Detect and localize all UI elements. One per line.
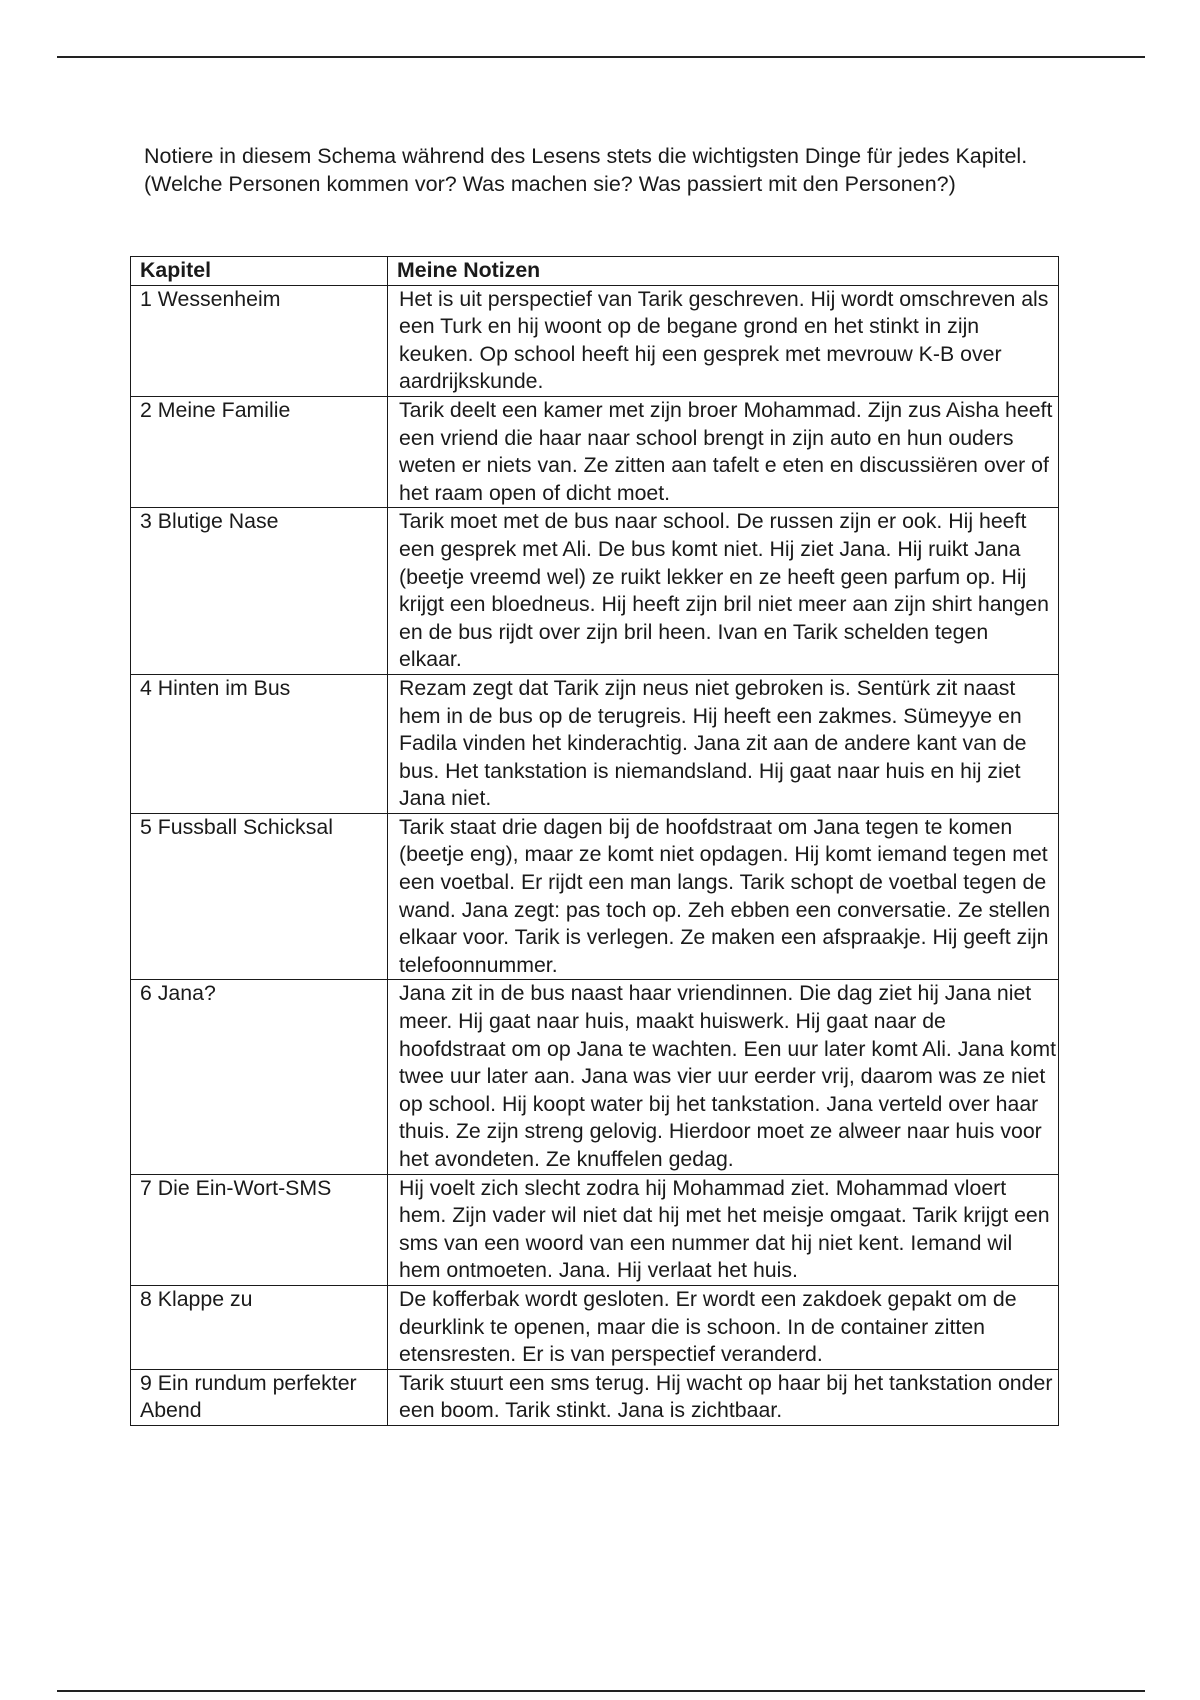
chapter-cell: 9 Ein rundum perfekter Abend (131, 1369, 388, 1425)
table-row (131, 396, 1059, 507)
chapter-cell: 4 Hinten im Bus (131, 674, 388, 813)
chapter-notes-table (130, 256, 1059, 1426)
chapter-cell: 1 Wessenheim (131, 285, 388, 396)
table-row (131, 1285, 1059, 1369)
chapter-cell: 2 Meine Familie (131, 396, 388, 507)
header-meine-notizen: Meine Notizen (388, 257, 1059, 286)
notes-cell: De kofferbak wordt gesloten. Er wordt een zakdoek gepakt om de deurklink te openen, maar die is schoon. In de container zitten etensresten. Er is van perspectief veranderd. (388, 1285, 1059, 1369)
table-row (131, 1174, 1059, 1285)
notes-cell: Tarik stuurt een sms terug. Hij wacht op haar bij het tankstation onder een boom. Tarik stinkt. Jana is zichtbaar. (388, 1369, 1059, 1425)
table-row (131, 1369, 1059, 1425)
chapter-cell: 3 Blutige Nase (131, 508, 388, 675)
notes-cell: Het is uit perspectief van Tarik geschreven. Hij wordt omschreven als een Turk en hij woont op de begane grond en het stinkt in zijn keuken. Op school heeft hij een gesprek met mevrouw K-B over aardrijkskunde. (388, 285, 1059, 396)
table-row (131, 508, 1059, 675)
footer-rule (57, 1690, 1145, 1692)
table-row (131, 285, 1059, 396)
table-header-row (131, 257, 1059, 286)
header-rule (57, 56, 1145, 58)
instructions-paragraph: Notiere in diesem Schema während des Lesens stets die wichtigsten Dinge für jedes Kapitel. (Welche Personen kommen vor? Was machen sie? Was passiert mit den Personen?) (144, 144, 1028, 196)
chapter-cell: 5 Fussball Schicksal (131, 813, 388, 980)
table-row (131, 980, 1059, 1174)
notes-cell: Tarik moet met de bus naar school. De russen zijn er ook. Hij heeft een gesprek met Ali. De bus komt niet. Hij ziet Jana. Hij ruikt Jana (beetje vreemd wel) ze ruikt lekker en ze heeft geen parfum op. Hij krijgt een bloedneus. Hij heeft zijn bril niet meer aan zijn shirt hangen en de bus rijdt over zijn bril heen. Ivan en Tarik schelden tegen elkaar. (388, 508, 1059, 675)
chapter-cell: 7 Die Ein-Wort-SMS (131, 1174, 388, 1285)
header-kapitel: Kapitel (131, 257, 388, 286)
notes-cell: Hij voelt zich slecht zodra hij Mohammad ziet. Mohammad vloert hem. Zijn vader wil niet dat hij met het meisje omgaat. Tarik krijgt een sms van een woord van een nummer dat hij niet kent. Iemand wil hem ontmoeten. Jana. Hij verlaat het huis. (388, 1174, 1059, 1285)
chapter-cell: 8 Klappe zu (131, 1285, 388, 1369)
table-row (131, 813, 1059, 980)
notes-cell: Jana zit in de bus naast haar vriendinnen. Die dag ziet hij Jana niet meer. Hij gaat naar huis, maakt huiswerk. Hij gaat naar de hoofdstraat om op Jana te wachten. Een uur later komt Ali. Jana komt twee uur later aan. Jana was vier uur eerder vrij, daarom was ze niet op school. Hij koopt water bij het tankstation. Jana verteld over haar thuis. Ze zijn streng gelovig. Hierdoor moet ze alweer naar huis voor het avondeten. Ze knuffelen gedag. (388, 980, 1059, 1174)
table-row (131, 674, 1059, 813)
notes-cell: Rezam zegt dat Tarik zijn neus niet gebroken is. Sentürk zit naast hem in de bus op de terugreis. Hij heeft een zakmes. Sümeyye en Fadila vinden het kinderachtig. Jana zit aan de andere kant van de bus. Het tankstation is niemandsland. Hij gaat naar huis en hij ziet Jana niet. (388, 674, 1059, 813)
chapter-cell: 6 Jana? (131, 980, 388, 1174)
notes-cell: Tarik deelt een kamer met zijn broer Mohammad. Zijn zus Aisha heeft een vriend die haar naar school brengt in zijn auto en hun ouders weten er niets van. Ze zitten aan tafelt e eten en discussiëren over of het raam open of dicht moet. (388, 396, 1059, 507)
notes-cell: Tarik staat drie dagen bij de hoofdstraat om Jana tegen te komen (beetje eng), maar ze komt niet opdagen. Hij komt iemand tegen met een voetbal. Er rijdt een man langs. Tarik schopt de voetbal tegen de wand. Jana zegt: pas toch op. Zeh ebben een conversatie. Ze stellen elkaar voor. Tarik is verlegen. Ze maken een afspraakje. Hij geeft zijn telefoonnummer. (388, 813, 1059, 980)
